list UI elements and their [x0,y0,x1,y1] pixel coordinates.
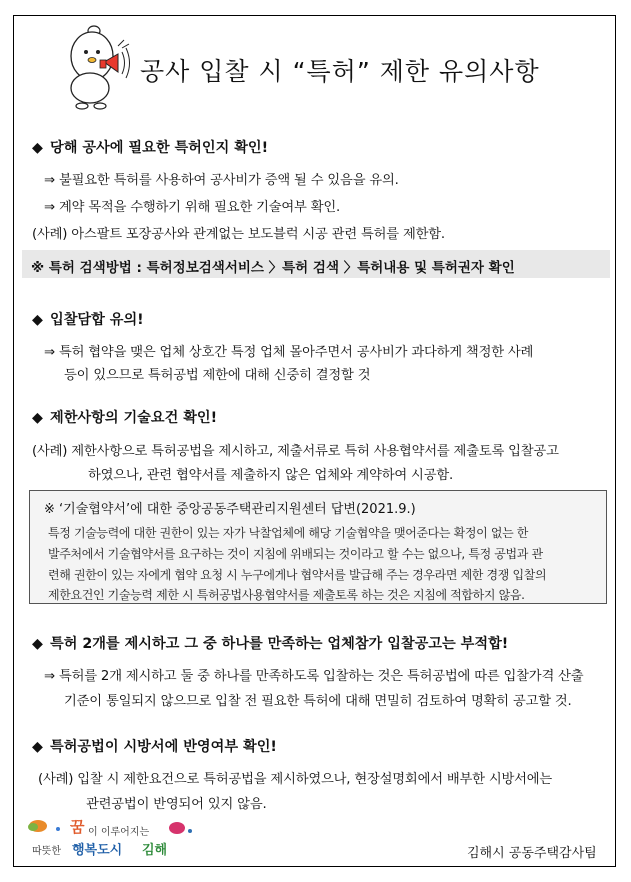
notice-title: ※ ‘기술협약서’에 대한 중앙공동주택관리지원센터 답변(2021.9.) [44,502,416,517]
diamond-bullet-icon: ◆ [32,410,43,426]
department-name: 김해시 공동주택감사팀 [467,846,597,861]
notice-line: 제한요건인 기술능력 제한 시 특허공법사용협약서를 제출토록 하는 것은 지침에 적합하지 않음. [48,588,525,602]
body-line: ⇒ 계약 목적을 수행하기 위해 필요한 기술여부 확인. [44,200,341,215]
body-line: 등이 있으므로 특허공법 제한에 대해 신중히 결정할 것 [64,368,371,383]
logo-dream-glyph: 꿈 [70,818,85,836]
body-line: 기준이 통일되지 않으므로 입찰 전 필요한 특허에 대해 면밀히 검토하여 명확히 공고할 것. [64,694,572,709]
body-line: (사례) 제한사항으로 특허공법을 제시하고, 제출서류로 특허 사용협약서를 제출토록 입찰공고 [32,444,559,459]
notice-line: 발주처에서 기술협약서를 요구하는 것이 지침에 위배되는 것이라고 할 수는 없으나, 특정 공법과 관 [48,547,543,561]
logo-tagline: 이 이루어지는 [88,827,150,838]
logo-city: 행복도시 [72,843,123,858]
diamond-bullet-icon: ◆ [32,636,43,652]
logo-splash-icon [26,818,66,836]
section-heading: ◆ 입찰담합 유의! [32,312,144,328]
logo-name: 김해 [142,843,168,858]
search-method-note: ※ 특허 검색방법 : 특허정보검색서비스 〉특허 검색 〉특허내용 및 특허권자 확인 [22,250,610,278]
section-heading: ◆ 특허 2개를 제시하고 그 중 하나를 만족하는 업체참가 입찰공고는 부적합! [32,636,509,652]
section-heading: ◆ 특허공법이 시방서에 반영여부 확인! [32,739,277,755]
notice-line: 특정 기술능력에 대한 권한이 있는 자가 낙찰업체에 해당 기술협약을 맺어준다는 확정이 없는 한 [48,526,529,540]
body-line: 관련공법이 반영되어 있지 않음. [86,797,267,812]
body-line: ⇒ 불필요한 특허를 사용하여 공사비가 증액 될 수 있음을 유의. [44,173,399,188]
diamond-bullet-icon: ◆ [32,739,43,755]
body-line: 하였으나, 관련 협약서를 제출하지 않은 업체와 계약하여 시공함. [88,468,454,483]
gimhae-logo [26,818,206,862]
section-heading: ◆ 당해 공사에 필요한 특허인지 확인! [32,140,269,156]
section-heading: ◆ 제한사항의 기술요건 확인! [32,410,218,426]
notice-box [29,490,607,604]
body-line: ⇒ 특허를 2개 제시하고 둘 중 하나를 만족하도록 입찰하는 것은 특허공법에 따른 입찰가격 산출 [44,669,584,684]
diamond-bullet-icon: ◆ [32,312,43,328]
notice-line: 련해 권한이 있는 자에게 협약 요청 시 누구에게나 협약서를 발급해 주는 경우라면 제한 경쟁 입찰의 [48,568,547,582]
body-line: (사례) 아스팔트 포장공사와 관계없는 보도블럭 시공 관련 특허를 제한함. [32,227,445,242]
mascot-icon [60,22,140,114]
body-line: ⇒ 특허 협약을 맺은 업체 상호간 특정 업체 몰아주면서 공사비가 과다하게 책정한 사례 [44,345,534,360]
diamond-bullet-icon: ◆ [32,140,43,156]
page-title: 공사 입찰 시 “특허” 제한 유의사항 [140,57,540,86]
body-line: (사례) 입찰 시 제한요건으로 특허공법을 제시하였으나, 현장설명회에서 배부한 시방서에는 [38,772,553,787]
logo-prefix: 따뜻한 [32,846,61,857]
logo-dots-icon [168,820,194,836]
